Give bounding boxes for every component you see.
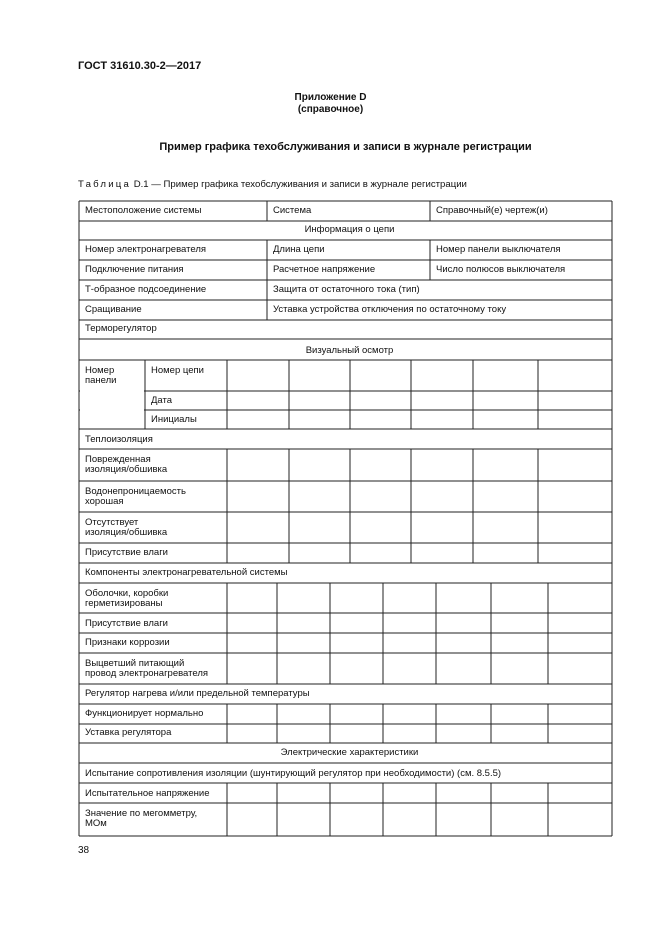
cell-tee-connection: Т-образное подсоединение [85, 284, 207, 295]
section-electrical: Электрические характеристики [280, 747, 419, 758]
cell-megohmmeter-1: Значение по мегомметру, [85, 808, 198, 819]
cell-megohmmeter-2: МОм [85, 818, 107, 829]
cell-moisture-presence-2: Присутствие влаги [85, 618, 168, 629]
cell-heating-system-components: Компоненты электронагревательной системы [85, 567, 288, 578]
cell-panel-number-1: Номер [85, 365, 115, 376]
cell-splice: Сращивание [85, 304, 142, 315]
cell-insulation-test: Испытание сопротивления изоляции (шунтирующий регулятор при необходимости) (см. 8.5.5) [85, 768, 502, 779]
grid-mask [80, 409, 144, 411]
cell-panel-number-2: панели [85, 375, 117, 386]
cell-faded-lead-1: Выцветший питающий [85, 658, 185, 669]
cell-heater-number: Номер электронагревателя [85, 244, 207, 255]
standard-header: ГОСТ 31610.30-2—2017 [78, 60, 202, 72]
cell-waterproofing-2: хорошая [85, 496, 124, 507]
appendix-title: Приложение D [294, 92, 367, 103]
page-title: Пример графика техобслуживания и записи в журнале регистрации [159, 141, 532, 153]
cell-waterproofing-1: Водонепроницаемость [85, 486, 186, 497]
cell-circuit-number: Номер цепи [151, 365, 204, 376]
cell-enclosures-sealed-2: герметизированы [85, 598, 163, 609]
cell-controller-setting: Уставка регулятора [85, 727, 172, 738]
cell-rated-voltage: Расчетное напряжение [273, 264, 376, 275]
cell-test-voltage: Испытательное напряжение [85, 788, 210, 799]
cell-missing-insulation-1: Отсутствует [85, 517, 139, 528]
cell-rcd-setting: Уставка устройства отключения по остаточному току [273, 304, 507, 315]
page-number: 38 [78, 845, 90, 856]
cell-thermal-insulation: Теплоизоляция [85, 434, 153, 445]
cell-system-location: Местоположение системы [85, 205, 202, 216]
cell-damaged-insulation-1: Поврежденная [85, 454, 151, 465]
cell-system: Система [273, 205, 312, 216]
cell-reference-drawings: Справочный(е) чертеж(и) [436, 205, 548, 216]
cell-heat-controller: Регулятор нагрева и/или предельной температуры [85, 688, 310, 699]
cell-functions-normally: Функционирует нормально [85, 708, 204, 719]
cell-enclosures-sealed-1: Оболочки, коробки [85, 588, 169, 599]
cell-damaged-insulation-2: изоляция/обшивка [85, 464, 168, 475]
cell-breaker-panel-number: Номер панели выключателя [436, 244, 561, 255]
cell-power-connection: Подключение питания [85, 264, 184, 275]
grid-mask [80, 390, 144, 392]
cell-initials: Инициалы [151, 414, 197, 425]
cell-circuit-length: Длина цепи [273, 244, 325, 255]
cell-missing-insulation-2: изоляция/обшивка [85, 527, 168, 538]
cell-moisture-presence: Присутствие влаги [85, 547, 168, 558]
cell-breaker-poles: Число полюсов выключателя [436, 264, 566, 275]
cell-corrosion-signs: Признаки коррозии [85, 637, 170, 648]
table-caption-text: D.1 — Пример графика техобслуживания и записи в журнале регистрации [133, 179, 467, 190]
cell-residual-current-protection: Защита от остаточного тока (тип) [273, 284, 420, 295]
section-visual-inspection: Визуальный осмотр [305, 345, 394, 356]
cell-date: Дата [151, 395, 173, 406]
cell-thermostat: Терморегулятор [85, 323, 157, 334]
section-circuit-info: Информация о цепи [304, 224, 395, 235]
cell-faded-lead-2: провод электронагревателя [85, 668, 209, 679]
table-caption-label: Таблица [78, 179, 132, 190]
appendix-subtitle: (справочное) [297, 104, 364, 115]
